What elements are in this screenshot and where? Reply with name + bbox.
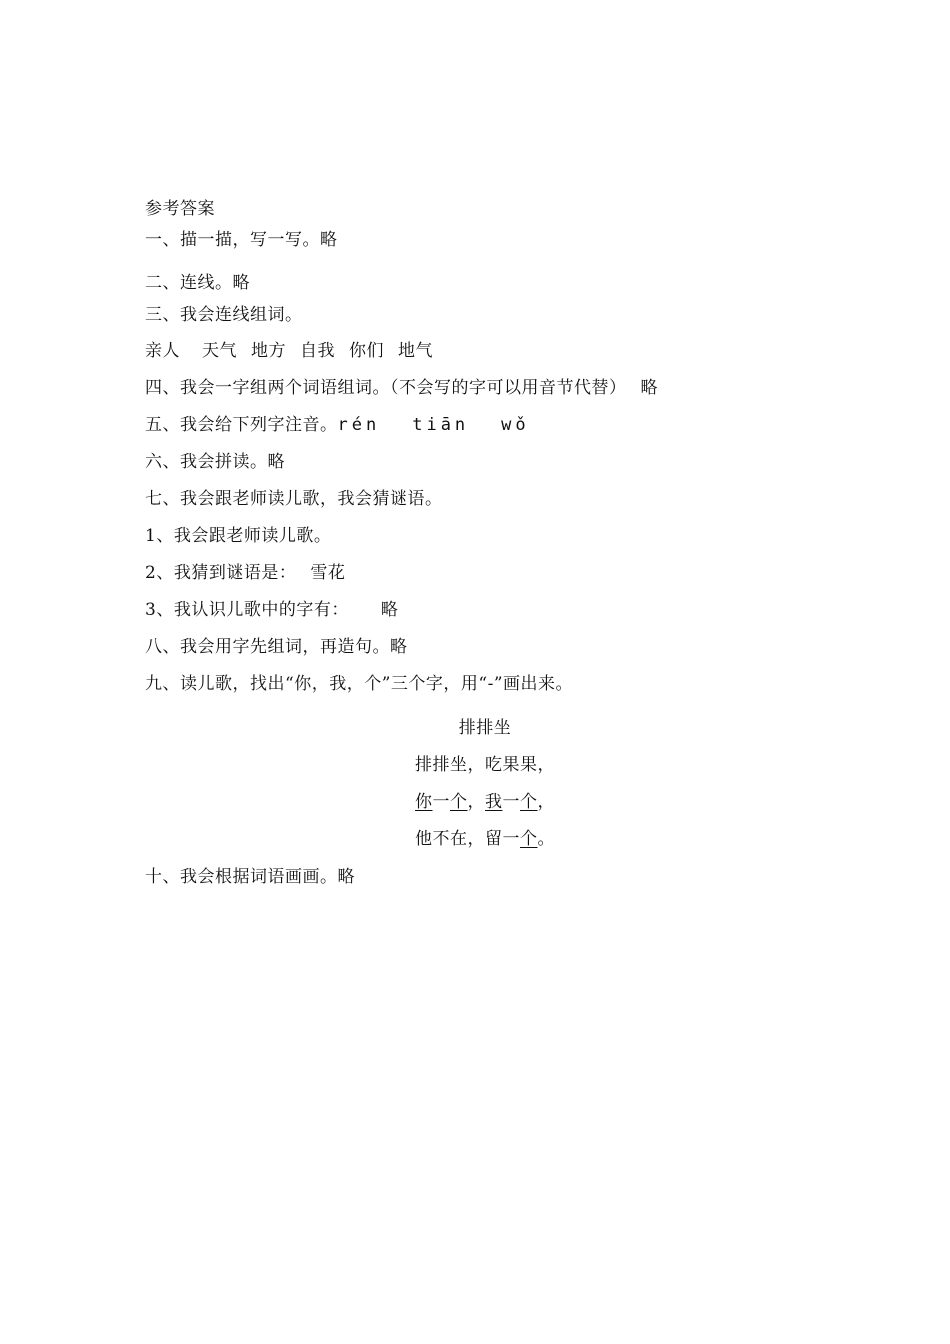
underlined-wo: 我 bbox=[485, 792, 503, 812]
underlined-ge: 个 bbox=[520, 792, 538, 812]
word-5: 你们 bbox=[349, 341, 384, 361]
answer-q9: 九、读儿歌，找出“你，我，个”三个字，用“-”画出来。 bbox=[145, 674, 574, 694]
poem-line-1: 排排坐，吃果果， bbox=[415, 755, 555, 775]
pinyin-ren: rén bbox=[337, 415, 381, 435]
q5-text: 五、我会给下列字注音。 bbox=[145, 415, 338, 435]
answer-q2: 二、连线。略 bbox=[145, 273, 250, 293]
page-title: 参考答案 bbox=[145, 199, 215, 219]
poem-line-2: 你一个，我一个， bbox=[415, 792, 555, 812]
underlined-ge: 个 bbox=[520, 829, 538, 849]
pinyin-tian: tiān bbox=[412, 415, 470, 435]
underlined-ge: 个 bbox=[450, 792, 468, 812]
q4-text: 四、我会一字组两个词语组词。（不会写的字可以用音节代替） bbox=[145, 378, 627, 398]
answer-q10: 十、我会根据词语画画。略 bbox=[145, 867, 355, 887]
answer-q7-2 bbox=[145, 562, 345, 584]
answer-q7: 七、我会跟老师读儿歌，我会猜谜语。 bbox=[145, 489, 443, 509]
poem-line-3: 他不在，留一个。 bbox=[415, 829, 555, 849]
answer-q6: 六、我会拼读。略 bbox=[145, 452, 285, 472]
q7-2-answer: 雪花 bbox=[310, 563, 346, 583]
word-4: 自我 bbox=[300, 341, 335, 361]
word-1: 亲人 bbox=[145, 341, 180, 361]
pinyin-wo: wǒ bbox=[501, 415, 530, 435]
word-3: 地方 bbox=[251, 341, 286, 361]
answer-q7-1: 1、我会跟老师读儿歌。 bbox=[145, 526, 332, 546]
answer-q8: 八、我会用字先组词，再造句。略 bbox=[145, 637, 408, 657]
answer-q3: 三、我会连线组词。 bbox=[145, 305, 303, 325]
poem-title: 排排坐 bbox=[458, 718, 512, 738]
q4-answer: 略 bbox=[640, 378, 658, 398]
underlined-ni: 你 bbox=[415, 792, 433, 812]
answer-q5 bbox=[145, 414, 530, 436]
word-6: 地气 bbox=[398, 341, 433, 361]
q7-3-answer: 略 bbox=[380, 600, 399, 620]
answer-q4 bbox=[145, 377, 658, 399]
answer-q1: 一、描一描，写一写。略 bbox=[145, 230, 338, 250]
answer-q7-3 bbox=[145, 599, 398, 621]
q7-2-text: 2、我猜到谜语是： bbox=[145, 563, 297, 583]
word-2: 天气 bbox=[202, 341, 237, 361]
q7-3-text: 3、我认识儿歌中的字有： bbox=[145, 600, 349, 620]
answer-q3-words bbox=[145, 340, 433, 362]
